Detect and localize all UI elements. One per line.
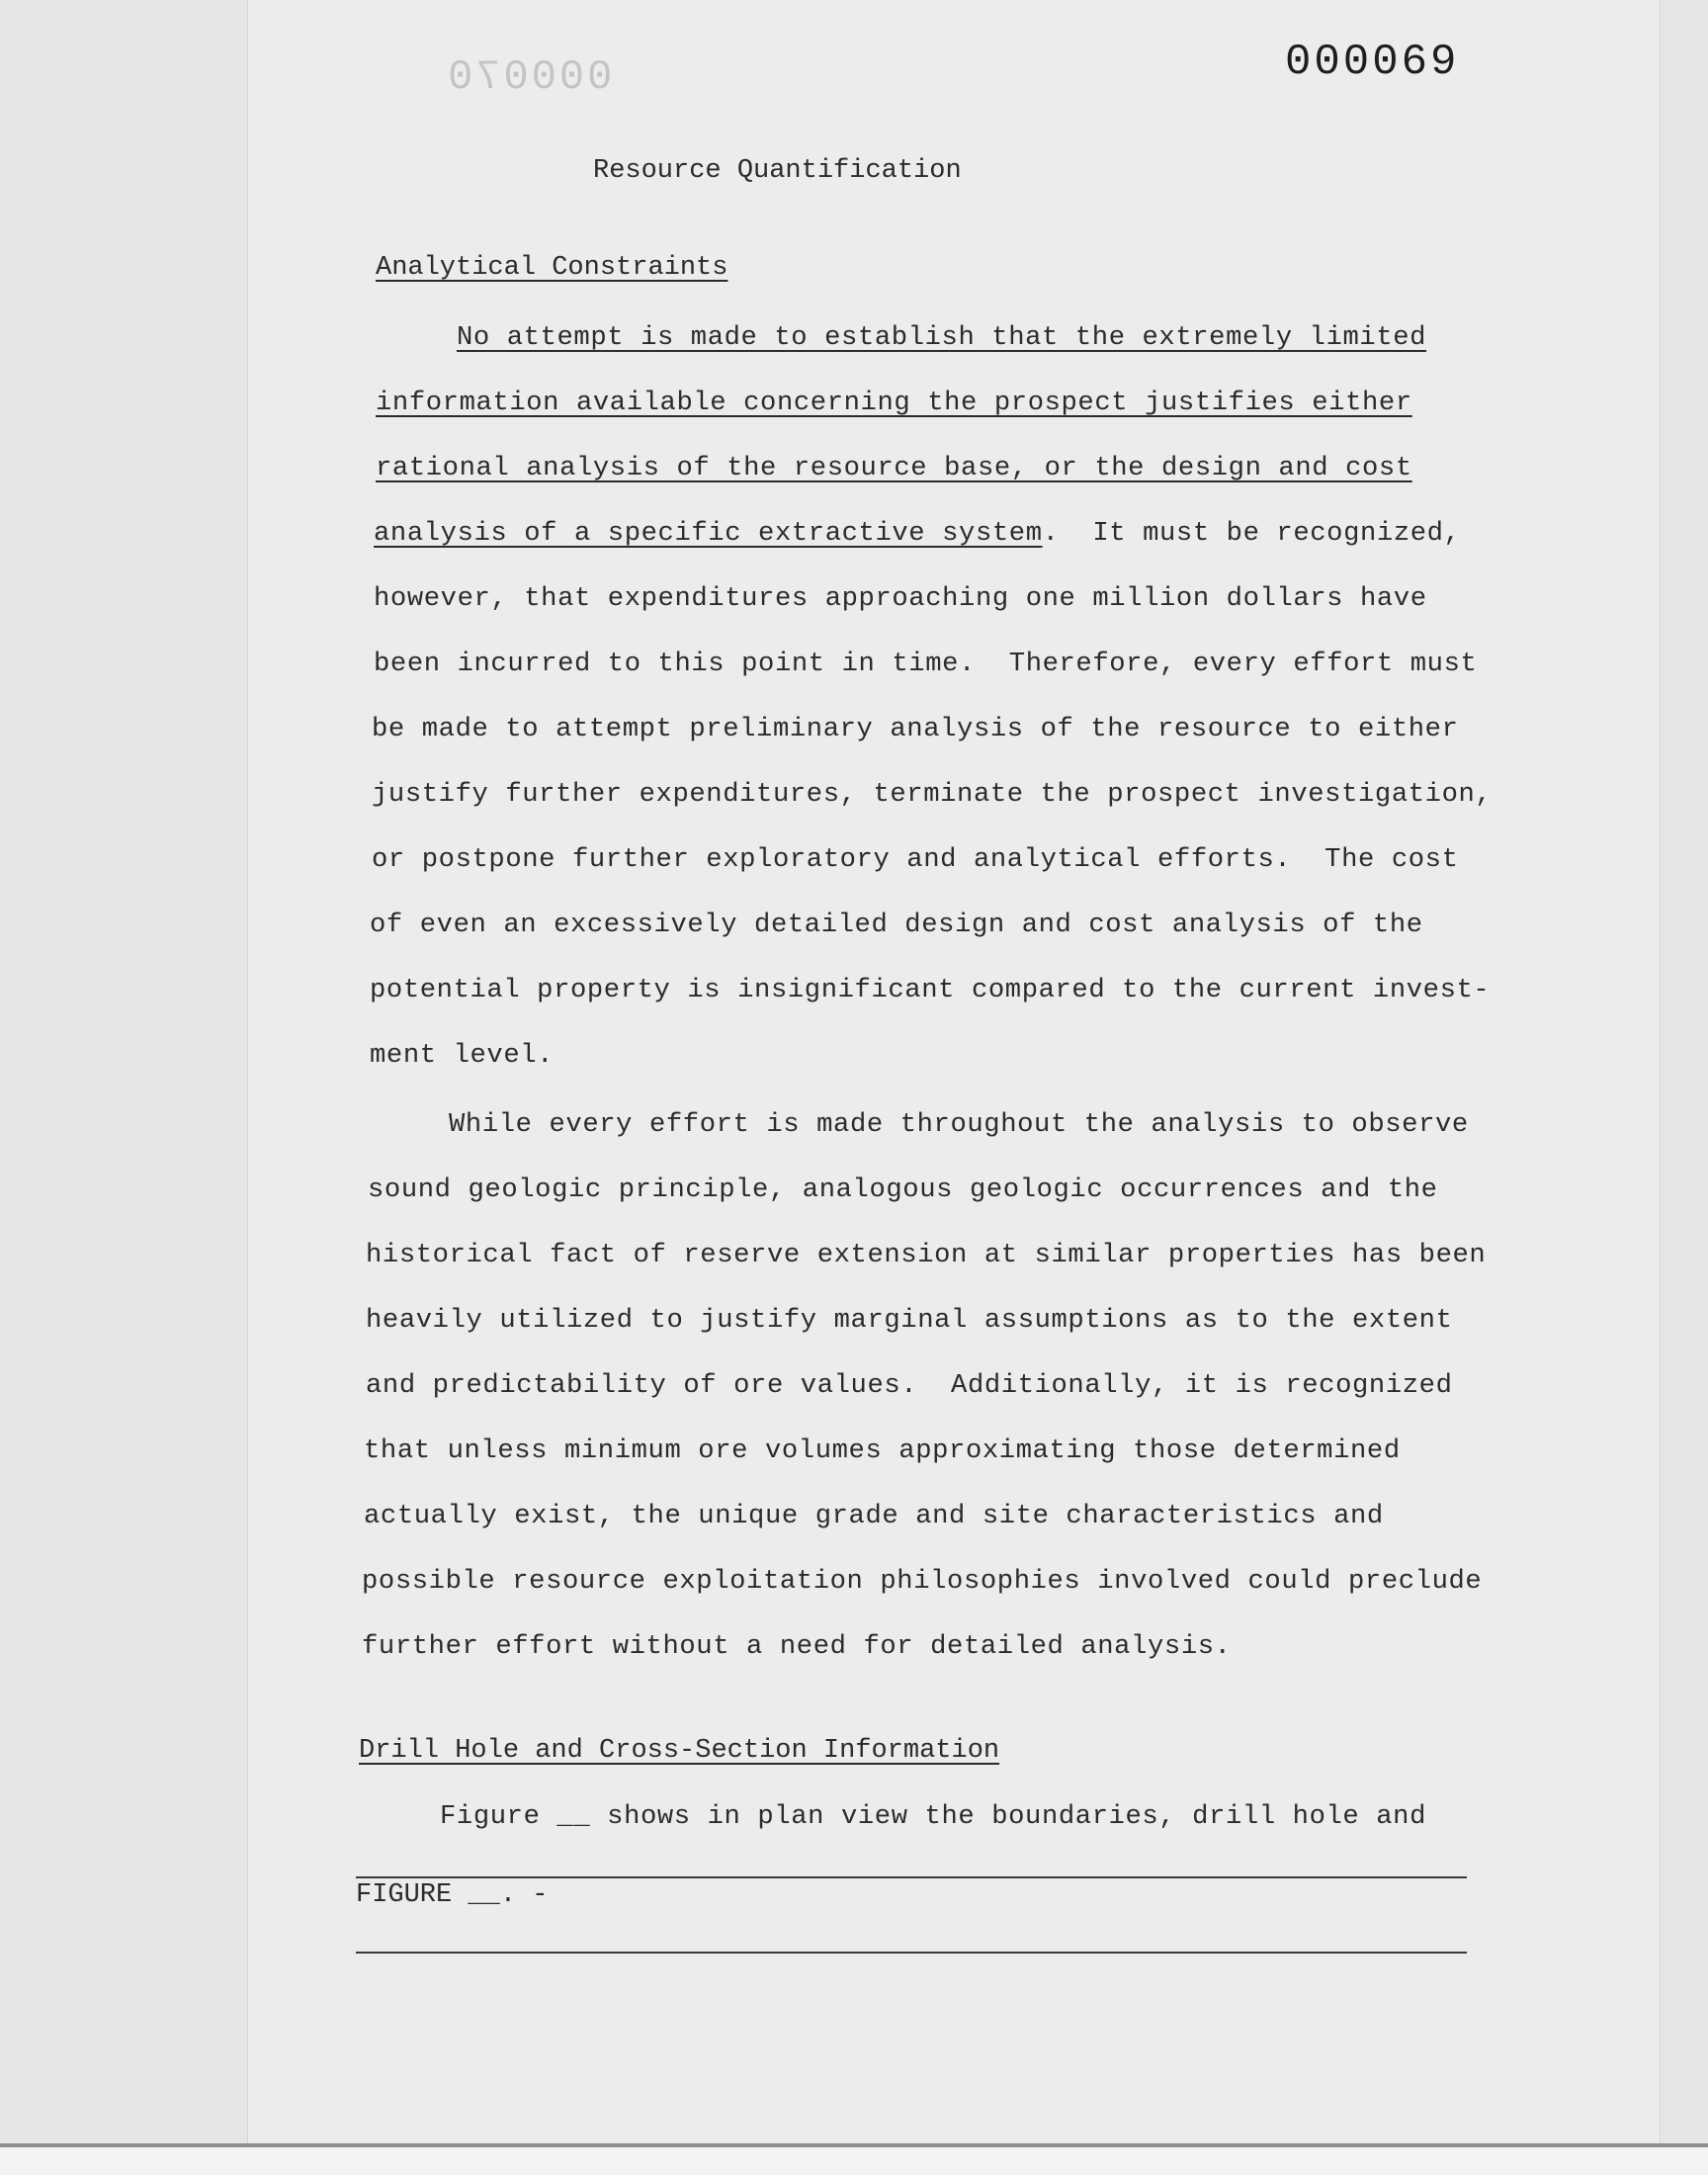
para1-line-8: justify further expenditures, terminate the prospect investigation, — [372, 779, 1493, 810]
section-heading-analytical-constraints: Analytical Constraints — [376, 253, 728, 283]
para1-line-10: of even an excessively detailed design and cost analysis of the — [370, 910, 1423, 940]
para2-line-5: and predictability of ore values. Additionally, it is recognized — [366, 1370, 1453, 1401]
section2-line-1: Figure __ shows in plan view the boundaries, drill hole and — [440, 1801, 1426, 1832]
para2-line-8: possible resource exploitation philosophies involved could preclude — [362, 1566, 1483, 1597]
line-text: . It must be recognized, — [1042, 518, 1461, 549]
para1-line-3 — [376, 453, 1412, 483]
underlined-text: information available concerning the prospect justifies either — [376, 388, 1412, 418]
page-number-stamp: 000069 — [1285, 38, 1460, 87]
para2-line-7: actually exist, the unique grade and site characteristics and — [364, 1501, 1384, 1531]
figure-rule-bottom — [356, 1952, 1467, 1954]
para2-line-1: While every effort is made throughout the analysis to observe — [449, 1109, 1469, 1140]
scan-bottom-strip — [0, 2147, 1708, 2175]
para2-line-4: heavily utilized to justify marginal assumptions as to the extent — [366, 1305, 1453, 1336]
para1-line-2 — [376, 388, 1412, 418]
para1-line-4 — [374, 518, 1461, 549]
para1-line-12: ment level. — [370, 1040, 555, 1071]
figure-rule-top — [356, 1876, 1467, 1878]
para1-line-9: or postpone further exploratory and analytical efforts. The cost — [372, 844, 1459, 875]
section-heading-drill-hole: Drill Hole and Cross-Section Information — [359, 1736, 1000, 1766]
page-title: Resource Quantification — [593, 156, 962, 186]
para1-line-11: potential property is insignificant compared to the current invest- — [370, 975, 1491, 1005]
underlined-text: No attempt is made to establish that the extremely limited — [457, 322, 1427, 353]
para2-line-3: historical fact of reserve extension at similar properties has been — [366, 1240, 1487, 1270]
underlined-text: rational analysis of the resource base, or the design and cost — [376, 453, 1412, 483]
para1-line-6: been incurred to this point in time. Therefore, every effort must — [374, 649, 1478, 679]
para1-line-7: be made to attempt preliminary analysis of the resource to either — [372, 714, 1459, 744]
para2-line-2: sound geologic principle, analogous geologic occurrences and the — [368, 1174, 1438, 1205]
page-number-stamp-faint: 000070 — [445, 53, 613, 101]
para1-line-1 — [457, 322, 1426, 353]
para2-line-6: that unless minimum ore volumes approximating those determined — [364, 1436, 1401, 1466]
para2-line-9: further effort without a need for detailed analysis. — [362, 1631, 1232, 1662]
para1-line-5: however, that expenditures approaching one million dollars have — [374, 583, 1427, 614]
figure-caption: FIGURE __. - — [356, 1880, 549, 1910]
underlined-text: analysis of a specific extractive system — [374, 518, 1043, 549]
